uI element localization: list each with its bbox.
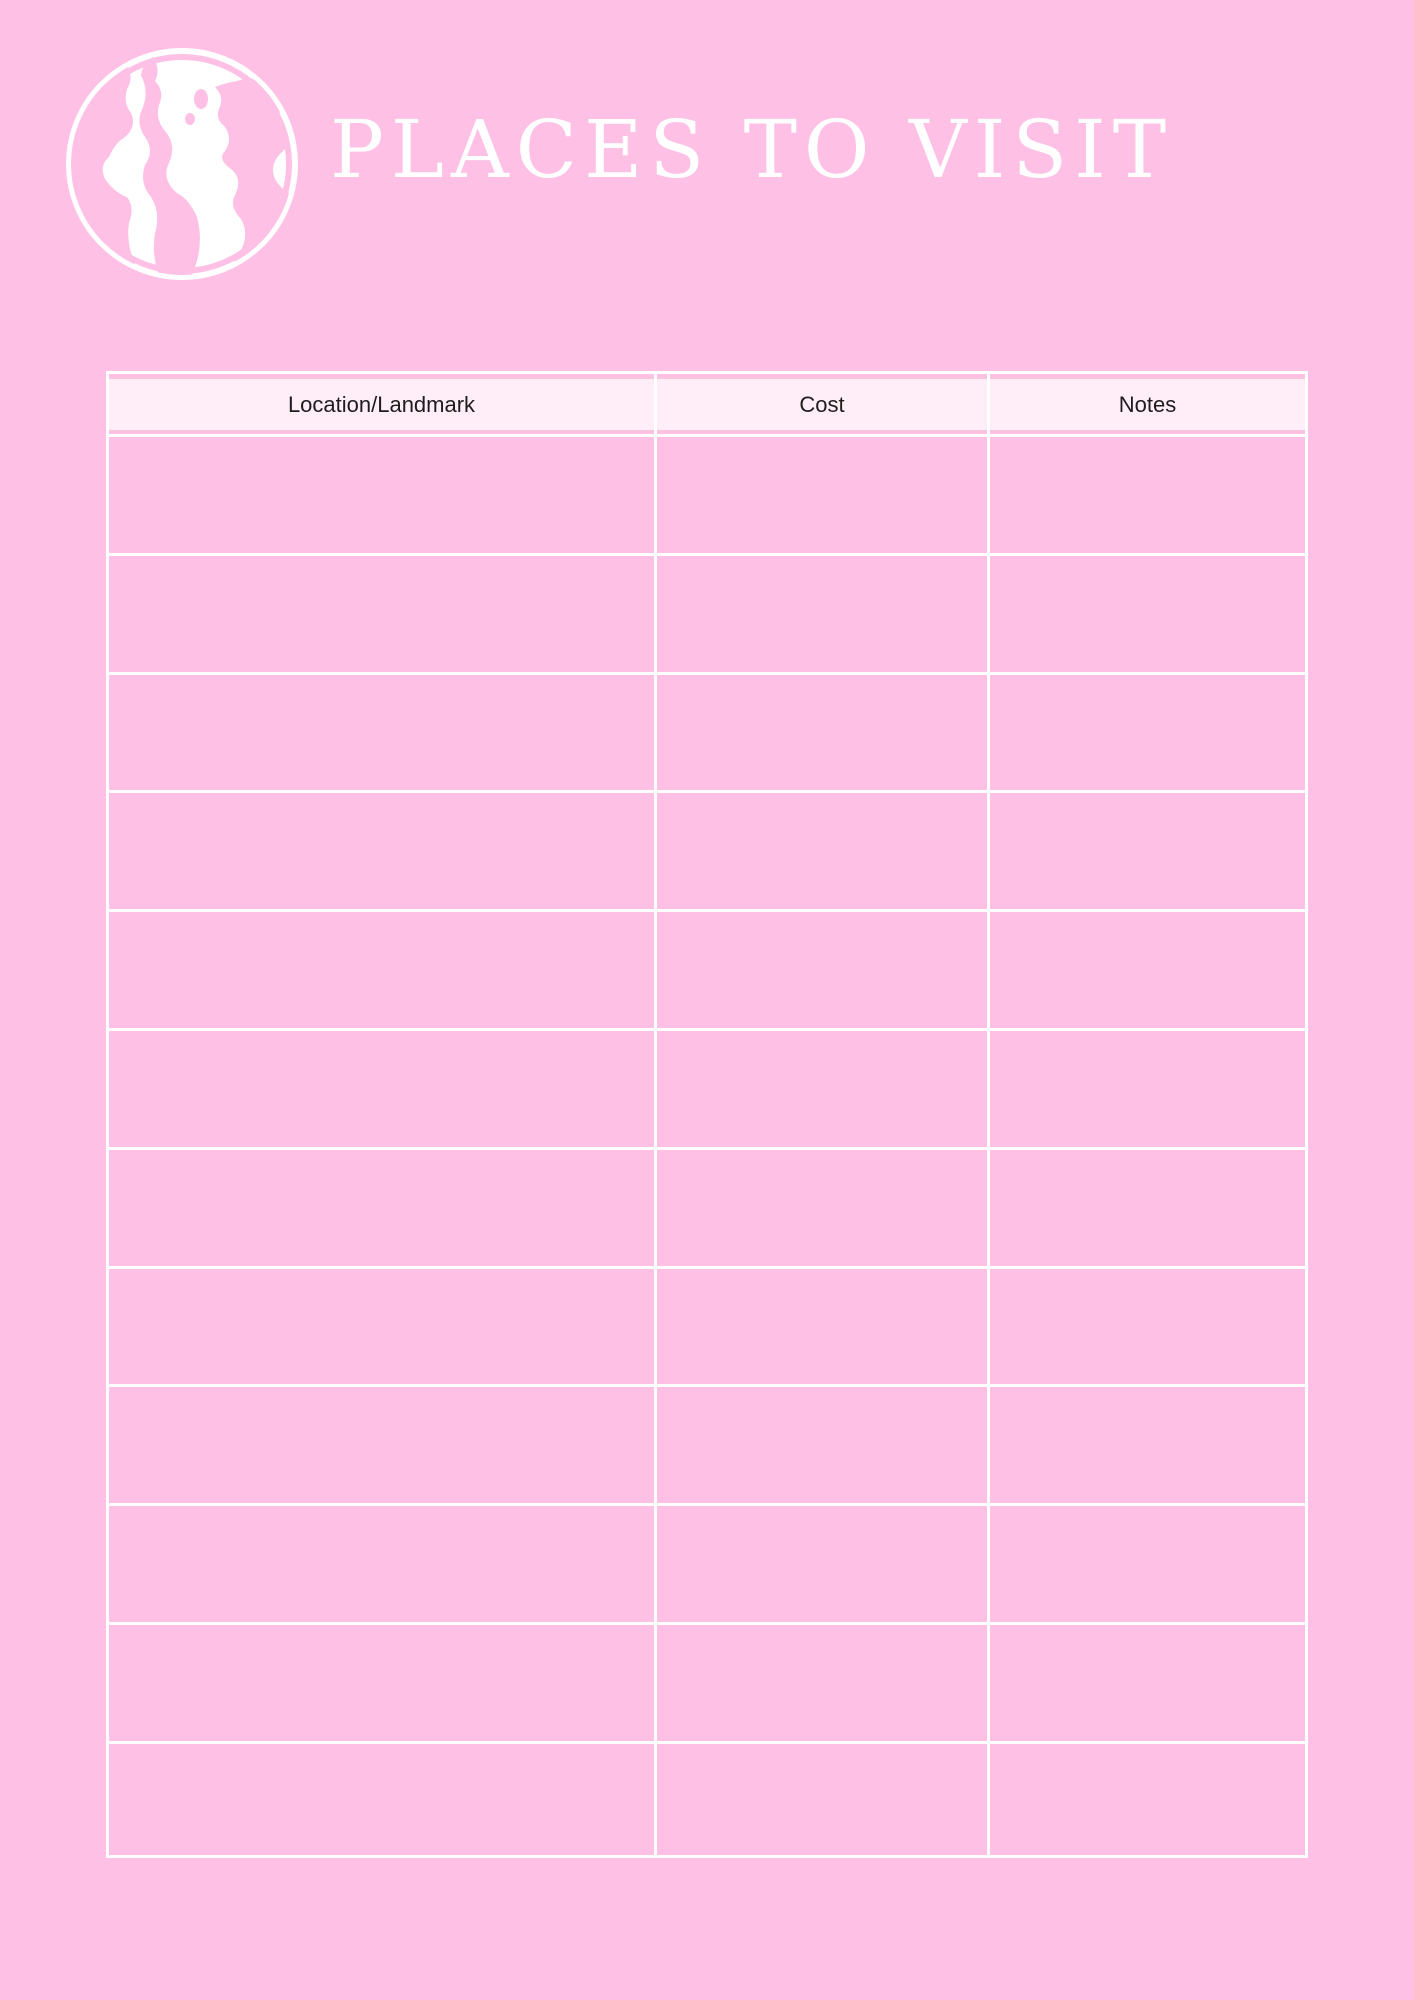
table-cell[interactable] bbox=[990, 556, 1305, 672]
table-cell[interactable] bbox=[109, 1387, 654, 1503]
table-cell[interactable] bbox=[657, 675, 987, 791]
table-cell[interactable] bbox=[990, 1625, 1305, 1741]
table-cell[interactable] bbox=[657, 1269, 987, 1385]
table-cell[interactable] bbox=[990, 1031, 1305, 1147]
table-cell[interactable] bbox=[990, 1387, 1305, 1503]
column-header-location: Location/Landmark bbox=[287, 391, 476, 417]
table-cell[interactable] bbox=[109, 912, 654, 1028]
column-header-notes: Notes bbox=[1118, 391, 1177, 417]
globe-icon bbox=[65, 47, 299, 281]
table-cell[interactable] bbox=[990, 1150, 1305, 1266]
table-cell[interactable] bbox=[657, 912, 987, 1028]
table-cell[interactable] bbox=[657, 1150, 987, 1266]
table-cell[interactable] bbox=[657, 1625, 987, 1741]
table-cell[interactable] bbox=[657, 556, 987, 672]
table-cell[interactable] bbox=[657, 1387, 987, 1503]
table-cell[interactable] bbox=[109, 793, 654, 909]
table-cell[interactable] bbox=[657, 793, 987, 909]
table-cell[interactable] bbox=[109, 1269, 654, 1385]
table-cell[interactable] bbox=[109, 1031, 654, 1147]
table-cell[interactable] bbox=[657, 1031, 987, 1147]
table-cell[interactable] bbox=[990, 912, 1305, 1028]
table-cell[interactable] bbox=[109, 437, 654, 553]
table-cell[interactable] bbox=[109, 556, 654, 672]
table-cell[interactable] bbox=[990, 1506, 1305, 1622]
table-cell[interactable] bbox=[990, 1269, 1305, 1385]
places-table bbox=[106, 371, 1308, 1858]
table-cell[interactable] bbox=[657, 1744, 987, 1860]
table-cell[interactable] bbox=[990, 675, 1305, 791]
table-cell[interactable] bbox=[109, 1744, 654, 1860]
table-cell[interactable] bbox=[109, 675, 654, 791]
table-cell[interactable] bbox=[657, 437, 987, 553]
page-title: PLACES TO VISIT bbox=[330, 103, 1174, 196]
table-cell[interactable] bbox=[109, 1150, 654, 1266]
table-cell[interactable] bbox=[109, 1506, 654, 1622]
column-header-cost: Cost bbox=[799, 391, 845, 417]
table-header-row bbox=[109, 377, 1305, 432]
table-cell[interactable] bbox=[990, 437, 1305, 553]
table-cell[interactable] bbox=[990, 1744, 1305, 1860]
table-cell[interactable] bbox=[109, 1625, 654, 1741]
table-cell[interactable] bbox=[657, 1506, 987, 1622]
table-cell[interactable] bbox=[990, 793, 1305, 909]
